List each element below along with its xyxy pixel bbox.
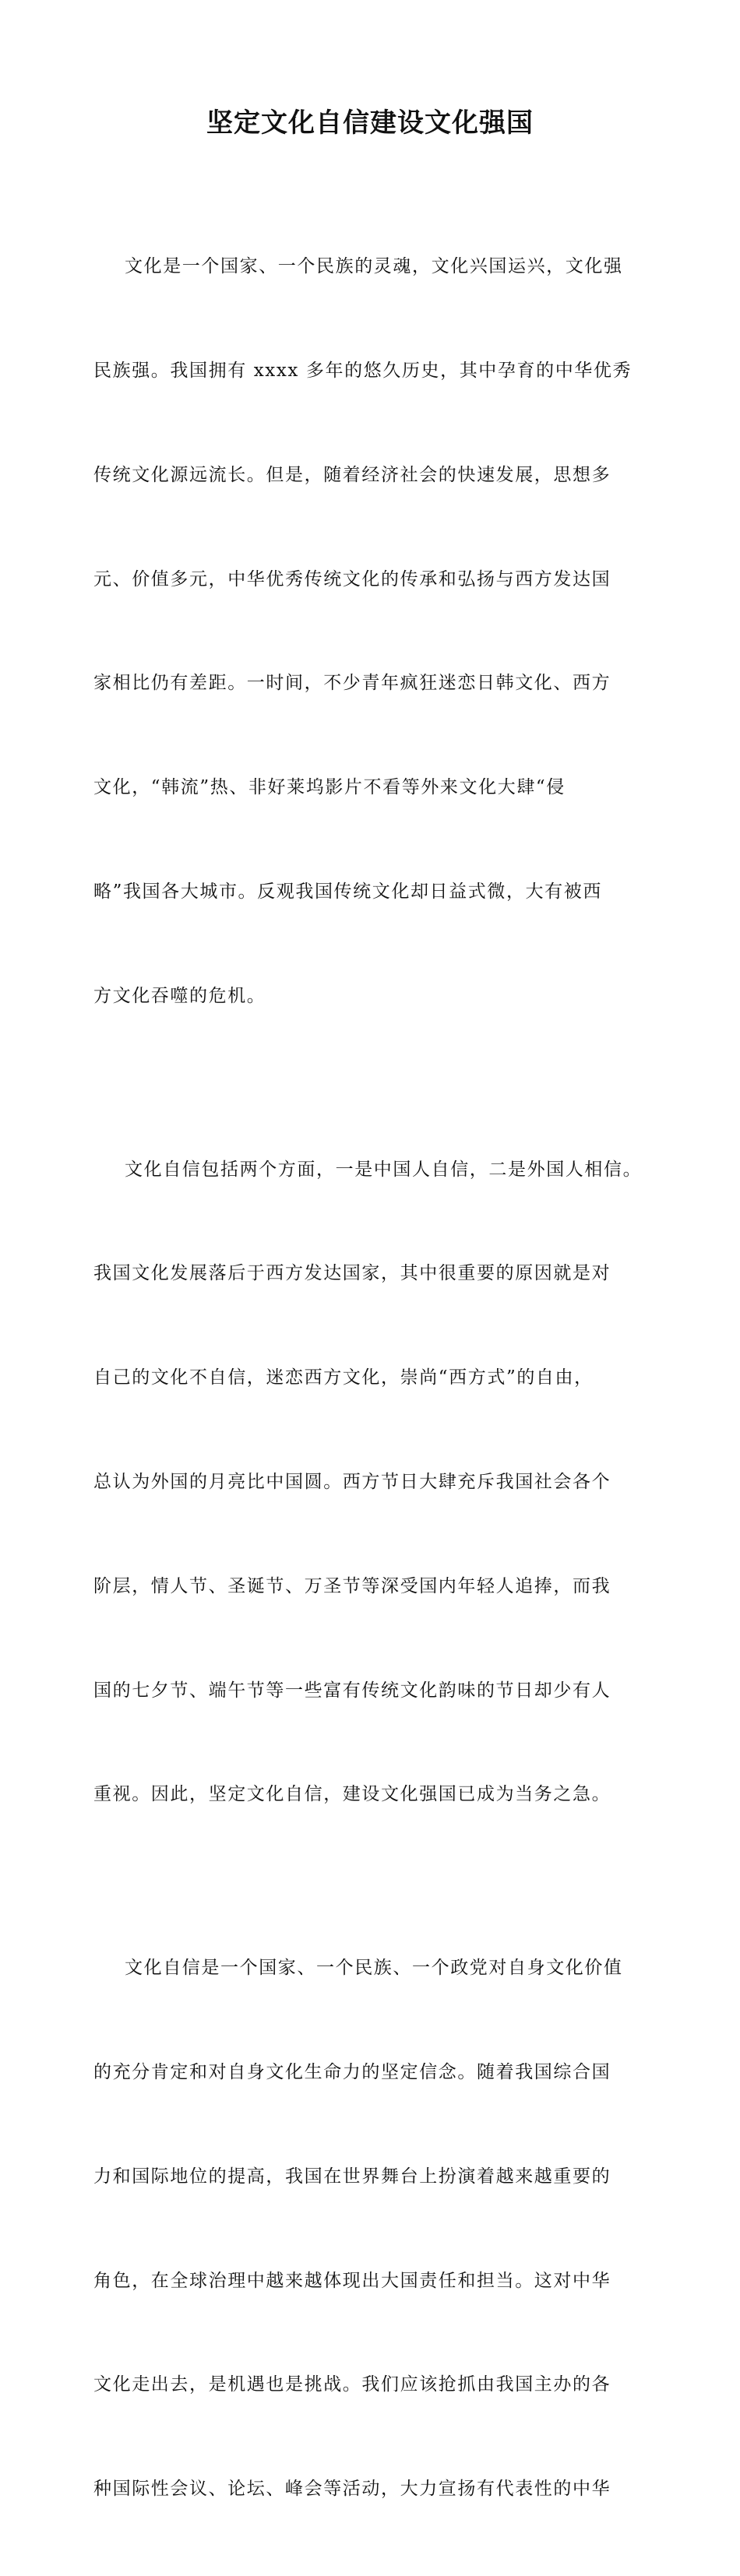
paragraph-line: 国的七夕节、端午节等一些富有传统文化韵味的节日却少有人 xyxy=(93,1680,611,1701)
paragraph-line: 文化自信是一个国家、一个民族、一个政党对自身文化价值 xyxy=(125,1958,623,1979)
paragraph-2 xyxy=(93,1082,643,1881)
paragraph-line: 家相比仍有差距。一时间，不少青年疯狂迷恋日韩文化、西方 xyxy=(93,673,611,694)
paragraph-1 xyxy=(93,180,640,1082)
document-body xyxy=(93,180,643,2576)
paragraph-line: 我国文化发展落后于西方发达国家，其中很重要的原因就是对 xyxy=(93,1263,611,1284)
paragraph-line: 元、价值多元，中华优秀传统文化的传承和弘扬与西方发达国 xyxy=(93,568,611,589)
paragraph-line: 民族强。我国拥有 xxxx 多年的悠久历史，其中孕育的中华优秀 xyxy=(93,360,633,381)
paragraph-line: 重视。因此，坚定文化自信，建设文化强国已成为当务之急。 xyxy=(93,1784,611,1805)
paragraph-line: 略”我国各大城市。反观我国传统文化却日益式微，大有被西 xyxy=(93,881,602,902)
paragraph-line: 阶层，情人节、圣诞节、万圣节等深受国内年轻人追捧，而我 xyxy=(93,1575,611,1596)
paragraph-line: 文化，“韩流”热、非好莱坞影片不看等外来文化大肆“侵 xyxy=(93,777,566,798)
paragraph-line: 方文化吞噬的危机。 xyxy=(93,985,266,1006)
paragraph-line: 文化是一个国家、一个民族的灵魂，文化兴国运兴，文化强 xyxy=(125,256,623,277)
paragraph-line: 力和国际地位的提高，我国在世界舞台上扮演着越来越重要的 xyxy=(93,2166,611,2187)
paragraph-line: 自己的文化不自信，迷恋西方文化，崇尚“西方式”的自由， xyxy=(93,1367,594,1388)
paragraph-line: 传统文化源远流长。但是，随着经济社会的快速发展，思想多 xyxy=(93,464,611,485)
paragraph-line: 角色，在全球治理中越来越体现出大国责任和担当。这对中华 xyxy=(93,2270,611,2291)
paragraph-line: 文化走出去，是机遇也是挑战。我们应该抢抓由我国主办的各 xyxy=(93,2374,611,2395)
paragraph-line: 的充分肯定和对自身文化生命力的坚定信念。随着我国综合国 xyxy=(93,2062,611,2083)
paragraph-line: 种国际性会议、论坛、峰会等活动，大力宣扬有代表性的中华 xyxy=(93,2479,611,2500)
document-title: 坚定文化自信建设文化强国 xyxy=(206,107,534,139)
paragraph-3 xyxy=(93,1881,640,2576)
paragraph-line: 文化自信包括两个方面，一是中国人自信，二是外国人相信。 xyxy=(125,1159,643,1180)
paragraph-line: 总认为外国的月亮比中国圆。西方节日大肆充斥我国社会各个 xyxy=(93,1471,611,1492)
